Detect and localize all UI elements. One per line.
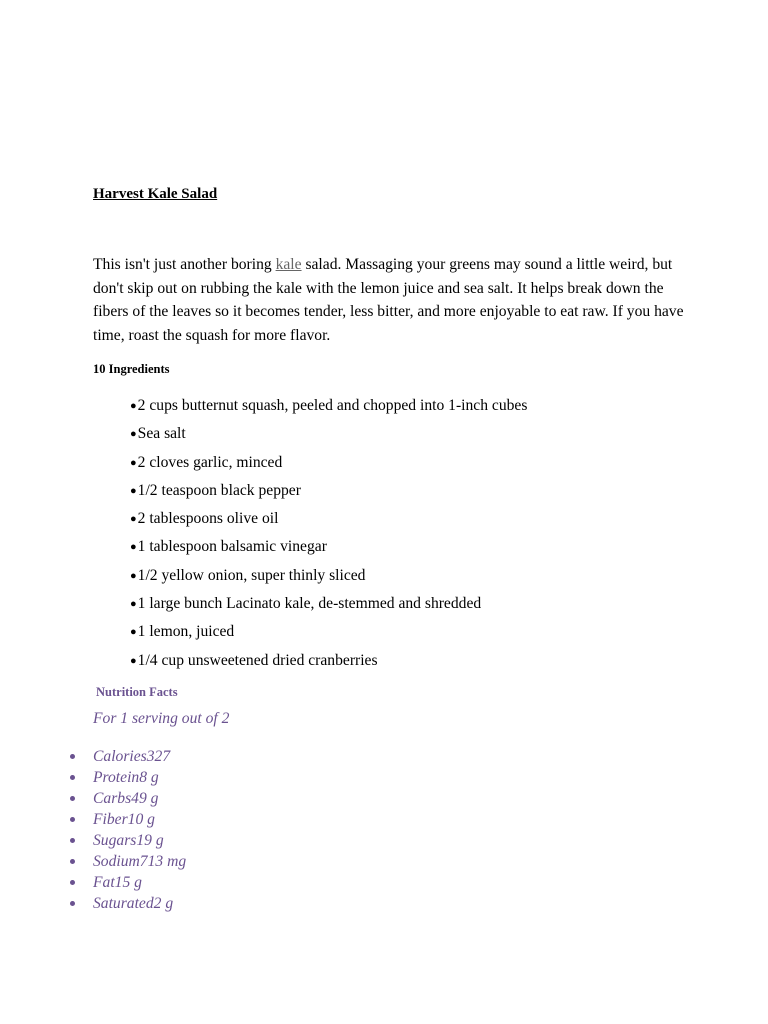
bullet-icon: ● bbox=[130, 541, 137, 554]
ingredient-item bbox=[130, 535, 527, 563]
nutrition-fact bbox=[0, 893, 186, 914]
fact-value: 19 g bbox=[136, 832, 164, 849]
bullet-icon: ● bbox=[130, 654, 137, 667]
fact-label: Carbs bbox=[93, 790, 132, 807]
nutrition-fact bbox=[0, 830, 186, 851]
bullet-icon bbox=[70, 901, 75, 906]
intro-text-start: This isn't just another boring bbox=[93, 256, 276, 273]
bullet-icon bbox=[70, 817, 75, 822]
ingredient-text: 1 large bunch Lacinato kale, de-stemmed and shredded bbox=[137, 595, 482, 613]
fact-value: 2 g bbox=[153, 895, 174, 912]
bullet-icon: ● bbox=[130, 428, 137, 441]
bullet-icon bbox=[70, 859, 75, 864]
intro-text-end: salad. Massaging your greens may sound a little weird, but don't skip out on rubbing the kale with the lemon juice and sea salt. It helps break down the fibers of the leaves so it becomes tender, less bitter, and more enjoyable to eat raw. If you have time, roast the squash for more flavor. bbox=[93, 256, 684, 344]
ingredients-heading: 10 Ingredients bbox=[93, 362, 170, 376]
bullet-icon: ● bbox=[130, 513, 137, 526]
bullet-icon: ● bbox=[130, 456, 137, 469]
ingredient-item bbox=[130, 592, 527, 620]
nutrition-heading: Nutrition Facts bbox=[96, 685, 178, 699]
bullet-icon bbox=[70, 838, 75, 843]
fact-value: 10 g bbox=[127, 811, 155, 828]
ingredient-text: 2 cloves garlic, minced bbox=[137, 453, 283, 471]
ingredient-item bbox=[130, 507, 527, 535]
nutrition-fact bbox=[0, 872, 186, 893]
bullet-icon bbox=[70, 880, 75, 885]
kale-link[interactable]: kale bbox=[275, 256, 302, 273]
bullet-icon: ● bbox=[130, 484, 137, 497]
ingredient-text: 2 tablespoons olive oil bbox=[137, 510, 279, 528]
fact-label: Fiber bbox=[93, 811, 128, 828]
fact-value: 713 mg bbox=[139, 853, 187, 870]
fact-label: Fat bbox=[93, 874, 115, 891]
ingredient-text: 1 lemon, juiced bbox=[137, 623, 235, 641]
ingredient-item bbox=[130, 620, 527, 648]
bullet-icon bbox=[70, 796, 75, 801]
ingredient-item bbox=[130, 649, 527, 677]
ingredient-text: 2 cups butternut squash, peeled and chopped into 1-inch cubes bbox=[137, 397, 528, 414]
ingredient-text: 1 tablespoon balsamic vinegar bbox=[137, 538, 327, 556]
nutrition-fact bbox=[0, 746, 186, 767]
bullet-icon bbox=[70, 775, 75, 780]
ingredient-text: 1/2 yellow onion, super thinly sliced bbox=[137, 566, 366, 584]
nutrition-fact bbox=[0, 851, 186, 872]
nutrition-fact bbox=[0, 809, 186, 830]
fact-value: 327 bbox=[146, 748, 171, 765]
serving-size: For 1 serving out of 2 bbox=[93, 710, 230, 727]
ingredient-item bbox=[130, 451, 527, 479]
fact-label: Protein bbox=[93, 769, 140, 786]
nutrition-facts-list bbox=[0, 746, 186, 914]
bullet-icon: ● bbox=[130, 626, 137, 639]
nutrition-fact bbox=[0, 788, 186, 809]
fact-value: 49 g bbox=[131, 790, 159, 807]
fact-label: Saturated bbox=[93, 895, 154, 912]
ingredient-item bbox=[130, 564, 527, 592]
fact-value: 8 g bbox=[139, 769, 159, 786]
ingredient-item bbox=[130, 422, 527, 450]
fact-value: 15 g bbox=[114, 874, 142, 891]
fact-label: Calories bbox=[93, 748, 147, 765]
ingredient-text: 1/2 teaspoon black pepper bbox=[137, 481, 301, 499]
page-title: Harvest Kale Salad bbox=[93, 186, 218, 202]
fact-label: Sugars bbox=[93, 832, 137, 849]
ingredient-item bbox=[130, 479, 527, 507]
ingredient-text: 1/4 cup unsweetened dried cranberries bbox=[137, 651, 378, 669]
recipe-intro bbox=[93, 253, 693, 347]
nutrition-fact bbox=[0, 767, 186, 788]
bullet-icon: ● bbox=[130, 400, 137, 412]
ingredient-text: Sea salt bbox=[137, 425, 186, 443]
ingredient-item bbox=[130, 394, 527, 422]
fact-label: Sodium bbox=[93, 853, 140, 870]
bullet-icon: ● bbox=[130, 569, 137, 582]
ingredient-list bbox=[130, 394, 527, 677]
bullet-icon bbox=[70, 754, 75, 759]
bullet-icon: ● bbox=[130, 598, 137, 611]
